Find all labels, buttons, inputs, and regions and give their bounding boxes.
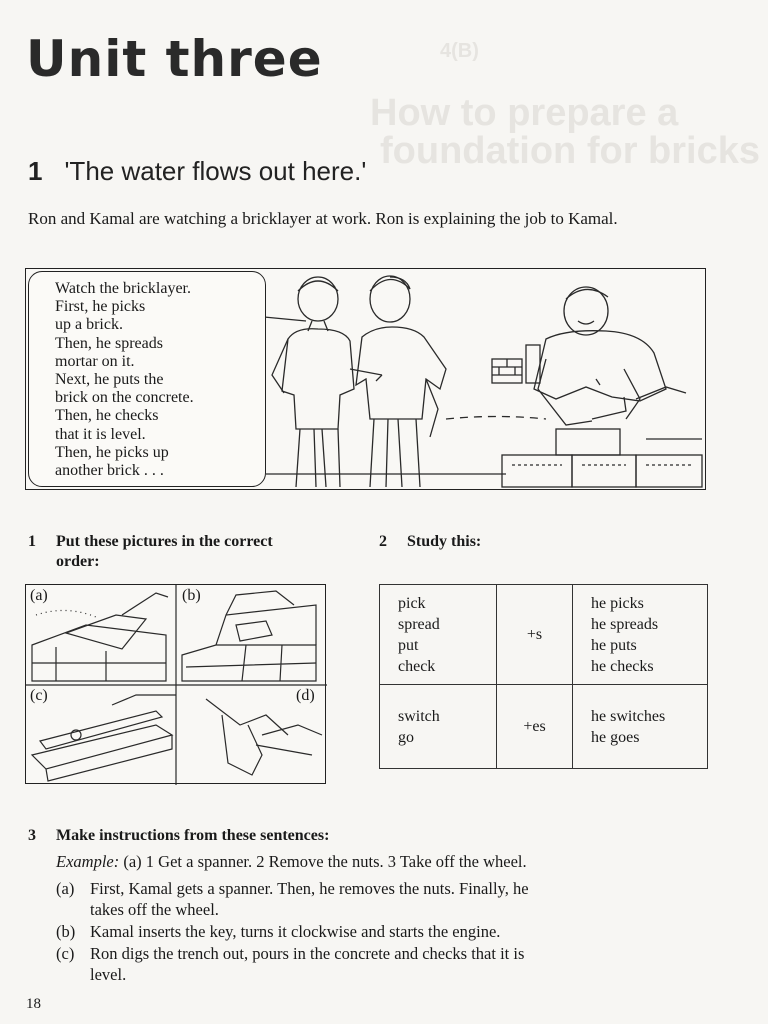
bubble-line: Watch the bricklayer. [55, 280, 191, 297]
example-label: Example: [56, 852, 120, 871]
bubble-line: that it is level. [55, 425, 146, 443]
result-form: he spreads [591, 615, 659, 633]
bubble-line: another brick . . . [55, 462, 164, 480]
picture-grid [25, 584, 326, 784]
result-cell [573, 685, 708, 769]
base-verb: pick [398, 594, 426, 612]
base-verbs-cell [380, 585, 497, 685]
exercise2-number: 2 [379, 533, 387, 550]
item-text: Ron digs the trench out, pours in the concrete and checks that it is [90, 944, 525, 963]
picture-grid-drawings [26, 585, 327, 785]
exercise1-heading [28, 532, 348, 572]
bubble-line: Then, he checks [55, 407, 159, 425]
bubble-line: Then, he picks up [55, 443, 169, 461]
bubble-line: brick on the concrete. [55, 389, 194, 407]
base-verb: go [398, 728, 414, 746]
item-text-continued: takes off the wheel. [90, 900, 219, 919]
bleed-through-heading: How to prepare a [370, 92, 679, 134]
bricklayer-illustration [25, 268, 706, 490]
base-verb: put [398, 636, 419, 654]
base-verbs-cell [380, 685, 497, 769]
bubble-line: Then, he spreads [55, 334, 163, 352]
suffix-cell: +es [497, 685, 573, 769]
bubble-line: Next, he puts the [55, 371, 164, 389]
example-text: (a) 1 Get a spanner. 2 Remove the nuts. 3 Take off the wheel. [123, 852, 527, 871]
item-tag: (a) [56, 879, 75, 898]
exercise3-number: 3 [28, 827, 36, 844]
list-item [56, 921, 706, 942]
intro-paragraph: Ron and Kamal are watching a bricklayer at work. Ron is explaining the job to Kamal. [28, 209, 618, 228]
result-form: he checks [591, 657, 654, 675]
picture-label-b: (b) [182, 587, 201, 604]
exercise1-number: 1 [28, 533, 36, 550]
item-text-continued: level. [90, 965, 127, 984]
base-verb: switch [398, 707, 440, 725]
bubble-line: up a brick. [55, 316, 123, 334]
picture-label-d: (d) [296, 687, 315, 704]
base-verb: spread [398, 615, 440, 633]
item-tag: (c) [56, 944, 75, 963]
bubble-line: First, he picks [55, 298, 146, 316]
base-verb: check [398, 657, 436, 675]
page-number: 18 [26, 996, 41, 1012]
suffix-cell: +s [497, 585, 573, 685]
speech-bubble [28, 271, 266, 487]
result-form: he picks [591, 594, 644, 612]
section-heading [28, 156, 366, 187]
exercise2-title: Study this: [407, 533, 482, 550]
result-form: he goes [591, 728, 640, 746]
table-row [380, 685, 708, 769]
list-item [56, 878, 706, 920]
exercise3-heading [28, 826, 329, 846]
example-line [56, 852, 527, 872]
verb-suffix-table [379, 584, 708, 769]
section-title: 'The water flows out here.' [64, 156, 367, 186]
result-form: he switches [591, 707, 666, 725]
exercise2-heading [379, 532, 481, 552]
item-text: First, Kamal gets a spanner. Then, he removes the nuts. Finally, he [90, 879, 529, 898]
item-text: Kamal inserts the key, turns it clockwise and starts the engine. [90, 922, 501, 941]
picture-label-c: (c) [30, 687, 48, 704]
bubble-line: mortar on it. [55, 352, 135, 370]
list-item [56, 943, 706, 985]
exercise3-title: Make instructions from these sentences: [56, 827, 330, 844]
bleed-through-heading-2: foundation for bricks [380, 130, 760, 172]
section-number: 1 [28, 156, 43, 186]
result-cell [573, 585, 708, 685]
unit-title: Unit three [26, 30, 323, 88]
exercise1-title-line2: order: [56, 553, 100, 570]
bleed-through-text: 4(B) [440, 40, 479, 62]
item-tag: (b) [56, 922, 76, 941]
table-row [380, 585, 708, 685]
picture-label-a: (a) [30, 587, 48, 604]
exercise1-title-line1: Put these pictures in the correct [56, 533, 273, 550]
result-form: he puts [591, 636, 637, 654]
